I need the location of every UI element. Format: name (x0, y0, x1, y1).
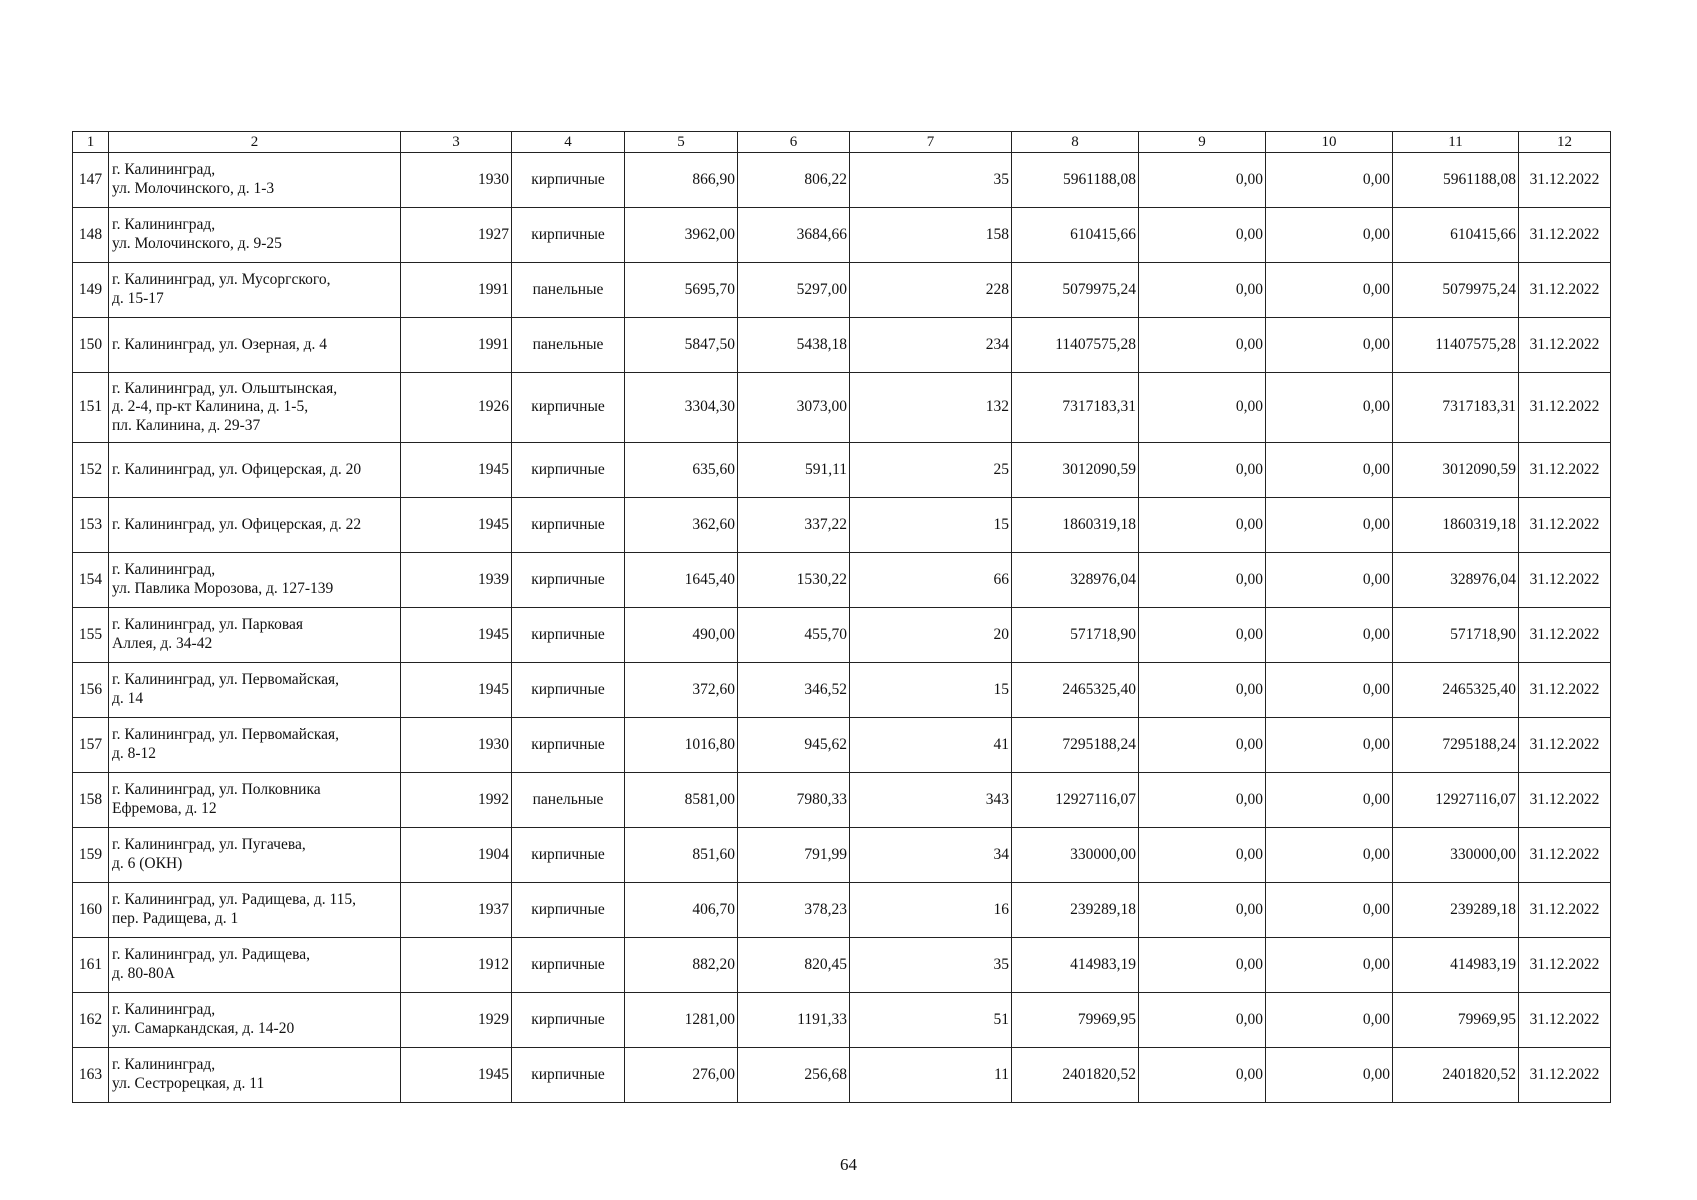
row-number-cell: 163 (73, 1048, 109, 1103)
year-built-cell: 1945 (401, 443, 512, 498)
total-area-cell: 866,90 (625, 153, 738, 208)
residents-count-cell: 41 (850, 718, 1012, 773)
year-built-cell: 1939 (401, 553, 512, 608)
fund-cost-cell: 0,00 (1139, 718, 1266, 773)
year-built-cell: 1904 (401, 828, 512, 883)
column-header-7: 7 (850, 132, 1012, 153)
wall-material-cell: панельные (512, 773, 625, 828)
residents-count-cell: 234 (850, 318, 1012, 373)
deadline-cell: 31.12.2022 (1519, 608, 1611, 663)
row-number-cell: 157 (73, 718, 109, 773)
deadline-cell: 31.12.2022 (1519, 718, 1611, 773)
row-number-cell: 149 (73, 263, 109, 318)
owners-cost-cell: 11407575,28 (1393, 318, 1519, 373)
owners-cost-cell: 7295188,24 (1393, 718, 1519, 773)
address-cell: г. Калининград, ул. Павлика Морозова, д. 127-139 (109, 553, 401, 608)
year-built-cell: 1991 (401, 263, 512, 318)
year-built-cell: 1930 (401, 718, 512, 773)
total-cost-cell: 5961188,08 (1012, 153, 1139, 208)
living-area-cell: 945,62 (738, 718, 850, 773)
column-header-1: 1 (73, 132, 109, 153)
column-header-8: 8 (1012, 132, 1139, 153)
total-cost-cell: 3012090,59 (1012, 443, 1139, 498)
fund-cost-cell: 0,00 (1139, 663, 1266, 718)
row-number-cell: 156 (73, 663, 109, 718)
budget-cost-cell: 0,00 (1266, 1048, 1393, 1103)
total-cost-cell: 2465325,40 (1012, 663, 1139, 718)
total-area-cell: 3304,30 (625, 373, 738, 443)
wall-material-cell: кирпичные (512, 608, 625, 663)
year-built-cell: 1937 (401, 883, 512, 938)
table-row (73, 1048, 1611, 1103)
total-area-cell: 1016,80 (625, 718, 738, 773)
year-built-cell: 1930 (401, 153, 512, 208)
living-area-cell: 791,99 (738, 828, 850, 883)
living-area-cell: 3073,00 (738, 373, 850, 443)
total-area-cell: 490,00 (625, 608, 738, 663)
data-table-wrapper (72, 131, 1610, 1103)
living-area-cell: 806,22 (738, 153, 850, 208)
fund-cost-cell: 0,00 (1139, 553, 1266, 608)
wall-material-cell: панельные (512, 263, 625, 318)
deadline-cell: 31.12.2022 (1519, 208, 1611, 263)
total-area-cell: 362,60 (625, 498, 738, 553)
wall-material-cell: кирпичные (512, 938, 625, 993)
address-cell: г. Калининград, ул. Радищева, д. 80-80А (109, 938, 401, 993)
fund-cost-cell: 0,00 (1139, 828, 1266, 883)
fund-cost-cell: 0,00 (1139, 498, 1266, 553)
column-header-4: 4 (512, 132, 625, 153)
budget-cost-cell: 0,00 (1266, 883, 1393, 938)
fund-cost-cell: 0,00 (1139, 938, 1266, 993)
year-built-cell: 1929 (401, 993, 512, 1048)
fund-cost-cell: 0,00 (1139, 993, 1266, 1048)
owners-cost-cell: 571718,90 (1393, 608, 1519, 663)
address-cell: г. Калининград, ул. Офицерская, д. 22 (109, 498, 401, 553)
residents-count-cell: 66 (850, 553, 1012, 608)
total-area-cell: 8581,00 (625, 773, 738, 828)
year-built-cell: 1991 (401, 318, 512, 373)
row-number-cell: 151 (73, 373, 109, 443)
total-area-cell: 3962,00 (625, 208, 738, 263)
year-built-cell: 1945 (401, 1048, 512, 1103)
owners-cost-cell: 12927116,07 (1393, 773, 1519, 828)
table-row (73, 718, 1611, 773)
table-row (73, 938, 1611, 993)
table-row (73, 263, 1611, 318)
deadline-cell: 31.12.2022 (1519, 263, 1611, 318)
address-cell: г. Калининград, ул. Офицерская, д. 20 (109, 443, 401, 498)
table-row (73, 993, 1611, 1048)
living-area-cell: 346,52 (738, 663, 850, 718)
budget-cost-cell: 0,00 (1266, 318, 1393, 373)
owners-cost-cell: 2401820,52 (1393, 1048, 1519, 1103)
address-cell: г. Калининград, ул. Ольштынская, д. 2-4, пр-кт Калинина, д. 1-5, пл. Калинина, д. 29-37 (109, 373, 401, 443)
fund-cost-cell: 0,00 (1139, 208, 1266, 263)
address-cell: г. Калининград, ул. Парковая Аллея, д. 34-42 (109, 608, 401, 663)
fund-cost-cell: 0,00 (1139, 883, 1266, 938)
living-area-cell: 1191,33 (738, 993, 850, 1048)
column-header-6: 6 (738, 132, 850, 153)
wall-material-cell: панельные (512, 318, 625, 373)
row-number-cell: 147 (73, 153, 109, 208)
owners-cost-cell: 79969,95 (1393, 993, 1519, 1048)
address-cell: г. Калининград, ул. Первомайская, д. 14 (109, 663, 401, 718)
column-header-5: 5 (625, 132, 738, 153)
wall-material-cell: кирпичные (512, 663, 625, 718)
owners-cost-cell: 2465325,40 (1393, 663, 1519, 718)
year-built-cell: 1945 (401, 608, 512, 663)
address-cell: г. Калининград, ул. Первомайская, д. 8-12 (109, 718, 401, 773)
address-cell: г. Калининград, ул. Сестрорецкая, д. 11 (109, 1048, 401, 1103)
column-header-10: 10 (1266, 132, 1393, 153)
residents-count-cell: 35 (850, 153, 1012, 208)
table-header (73, 132, 1611, 153)
deadline-cell: 31.12.2022 (1519, 828, 1611, 883)
budget-cost-cell: 0,00 (1266, 718, 1393, 773)
total-area-cell: 276,00 (625, 1048, 738, 1103)
owners-cost-cell: 1860319,18 (1393, 498, 1519, 553)
total-cost-cell: 11407575,28 (1012, 318, 1139, 373)
fund-cost-cell: 0,00 (1139, 318, 1266, 373)
residents-count-cell: 132 (850, 373, 1012, 443)
residents-count-cell: 16 (850, 883, 1012, 938)
budget-cost-cell: 0,00 (1266, 663, 1393, 718)
row-number-cell: 162 (73, 993, 109, 1048)
year-built-cell: 1927 (401, 208, 512, 263)
year-built-cell: 1945 (401, 498, 512, 553)
total-cost-cell: 330000,00 (1012, 828, 1139, 883)
residents-count-cell: 228 (850, 263, 1012, 318)
table-row (73, 373, 1611, 443)
total-area-cell: 406,70 (625, 883, 738, 938)
address-cell: г. Калининград, ул. Молочинского, д. 9-25 (109, 208, 401, 263)
fund-cost-cell: 0,00 (1139, 263, 1266, 318)
living-area-cell: 1530,22 (738, 553, 850, 608)
total-cost-cell: 571718,90 (1012, 608, 1139, 663)
wall-material-cell: кирпичные (512, 373, 625, 443)
address-cell: г. Калининград, ул. Радищева, д. 115, пер. Радищева, д. 1 (109, 883, 401, 938)
budget-cost-cell: 0,00 (1266, 263, 1393, 318)
budget-cost-cell: 0,00 (1266, 373, 1393, 443)
address-cell: г. Калининград, ул. Молочинского, д. 1-3 (109, 153, 401, 208)
table-row (73, 208, 1611, 263)
living-area-cell: 3684,66 (738, 208, 850, 263)
deadline-cell: 31.12.2022 (1519, 993, 1611, 1048)
address-cell: г. Калининград, ул. Озерная, д. 4 (109, 318, 401, 373)
deadline-cell: 31.12.2022 (1519, 1048, 1611, 1103)
total-cost-cell: 328976,04 (1012, 553, 1139, 608)
residents-count-cell: 343 (850, 773, 1012, 828)
table-body (73, 153, 1611, 1103)
table-row (73, 773, 1611, 828)
total-cost-cell: 239289,18 (1012, 883, 1139, 938)
total-cost-cell: 79969,95 (1012, 993, 1139, 1048)
deadline-cell: 31.12.2022 (1519, 373, 1611, 443)
living-area-cell: 5438,18 (738, 318, 850, 373)
year-built-cell: 1992 (401, 773, 512, 828)
living-area-cell: 455,70 (738, 608, 850, 663)
total-area-cell: 1281,00 (625, 993, 738, 1048)
deadline-cell: 31.12.2022 (1519, 663, 1611, 718)
total-cost-cell: 7317183,31 (1012, 373, 1139, 443)
residents-count-cell: 34 (850, 828, 1012, 883)
table-row (73, 443, 1611, 498)
column-header-12: 12 (1519, 132, 1611, 153)
living-area-cell: 256,68 (738, 1048, 850, 1103)
budget-cost-cell: 0,00 (1266, 553, 1393, 608)
budget-cost-cell: 0,00 (1266, 208, 1393, 263)
column-header-9: 9 (1139, 132, 1266, 153)
wall-material-cell: кирпичные (512, 718, 625, 773)
living-area-cell: 7980,33 (738, 773, 850, 828)
wall-material-cell: кирпичные (512, 993, 625, 1048)
budget-cost-cell: 0,00 (1266, 993, 1393, 1048)
total-cost-cell: 12927116,07 (1012, 773, 1139, 828)
deadline-cell: 31.12.2022 (1519, 773, 1611, 828)
deadline-cell: 31.12.2022 (1519, 498, 1611, 553)
total-cost-cell: 1860319,18 (1012, 498, 1139, 553)
total-cost-cell: 7295188,24 (1012, 718, 1139, 773)
owners-cost-cell: 7317183,31 (1393, 373, 1519, 443)
row-number-cell: 153 (73, 498, 109, 553)
deadline-cell: 31.12.2022 (1519, 938, 1611, 993)
table-row (73, 318, 1611, 373)
wall-material-cell: кирпичные (512, 828, 625, 883)
wall-material-cell: кирпичные (512, 498, 625, 553)
table-row (73, 553, 1611, 608)
total-area-cell: 635,60 (625, 443, 738, 498)
residents-count-cell: 158 (850, 208, 1012, 263)
row-number-cell: 148 (73, 208, 109, 263)
year-built-cell: 1912 (401, 938, 512, 993)
residents-count-cell: 15 (850, 663, 1012, 718)
column-header-2: 2 (109, 132, 401, 153)
budget-cost-cell: 0,00 (1266, 153, 1393, 208)
budget-cost-cell: 0,00 (1266, 828, 1393, 883)
living-area-cell: 337,22 (738, 498, 850, 553)
table-row (73, 153, 1611, 208)
owners-cost-cell: 414983,19 (1393, 938, 1519, 993)
residents-count-cell: 20 (850, 608, 1012, 663)
residents-count-cell: 25 (850, 443, 1012, 498)
wall-material-cell: кирпичные (512, 883, 625, 938)
column-header-11: 11 (1393, 132, 1519, 153)
address-cell: г. Калининград, ул. Самаркандская, д. 14-20 (109, 993, 401, 1048)
deadline-cell: 31.12.2022 (1519, 553, 1611, 608)
row-number-cell: 150 (73, 318, 109, 373)
deadline-cell: 31.12.2022 (1519, 153, 1611, 208)
owners-cost-cell: 239289,18 (1393, 883, 1519, 938)
table-row (73, 883, 1611, 938)
header-row (73, 132, 1611, 153)
wall-material-cell: кирпичные (512, 1048, 625, 1103)
fund-cost-cell: 0,00 (1139, 1048, 1266, 1103)
deadline-cell: 31.12.2022 (1519, 318, 1611, 373)
residents-count-cell: 35 (850, 938, 1012, 993)
budget-cost-cell: 0,00 (1266, 608, 1393, 663)
owners-cost-cell: 5079975,24 (1393, 263, 1519, 318)
wall-material-cell: кирпичные (512, 208, 625, 263)
budget-cost-cell: 0,00 (1266, 498, 1393, 553)
column-header-3: 3 (401, 132, 512, 153)
total-area-cell: 851,60 (625, 828, 738, 883)
row-number-cell: 159 (73, 828, 109, 883)
row-number-cell: 152 (73, 443, 109, 498)
residents-count-cell: 51 (850, 993, 1012, 1048)
address-cell: г. Калининград, ул. Мусоргского, д. 15-17 (109, 263, 401, 318)
fund-cost-cell: 0,00 (1139, 773, 1266, 828)
residents-count-cell: 11 (850, 1048, 1012, 1103)
total-area-cell: 1645,40 (625, 553, 738, 608)
owners-cost-cell: 330000,00 (1393, 828, 1519, 883)
wall-material-cell: кирпичные (512, 553, 625, 608)
wall-material-cell: кирпичные (512, 153, 625, 208)
page-number: 64 (840, 1155, 857, 1174)
total-cost-cell: 610415,66 (1012, 208, 1139, 263)
row-number-cell: 155 (73, 608, 109, 663)
total-area-cell: 5695,70 (625, 263, 738, 318)
budget-cost-cell: 0,00 (1266, 773, 1393, 828)
table-row (73, 608, 1611, 663)
budget-cost-cell: 0,00 (1266, 938, 1393, 993)
wall-material-cell: кирпичные (512, 443, 625, 498)
living-area-cell: 591,11 (738, 443, 850, 498)
total-area-cell: 882,20 (625, 938, 738, 993)
address-cell: г. Калининград, ул. Пугачева, д. 6 (ОКН) (109, 828, 401, 883)
year-built-cell: 1945 (401, 663, 512, 718)
row-number-cell: 160 (73, 883, 109, 938)
living-area-cell: 378,23 (738, 883, 850, 938)
living-area-cell: 5297,00 (738, 263, 850, 318)
row-number-cell: 154 (73, 553, 109, 608)
total-area-cell: 372,60 (625, 663, 738, 718)
deadline-cell: 31.12.2022 (1519, 443, 1611, 498)
total-cost-cell: 5079975,24 (1012, 263, 1139, 318)
fund-cost-cell: 0,00 (1139, 153, 1266, 208)
residents-count-cell: 15 (850, 498, 1012, 553)
table-row (73, 498, 1611, 553)
deadline-cell: 31.12.2022 (1519, 883, 1611, 938)
owners-cost-cell: 5961188,08 (1393, 153, 1519, 208)
owners-cost-cell: 610415,66 (1393, 208, 1519, 263)
living-area-cell: 820,45 (738, 938, 850, 993)
owners-cost-cell: 3012090,59 (1393, 443, 1519, 498)
address-cell: г. Калининград, ул. Полковника Ефремова, д. 12 (109, 773, 401, 828)
table-row (73, 828, 1611, 883)
fund-cost-cell: 0,00 (1139, 608, 1266, 663)
budget-cost-cell: 0,00 (1266, 443, 1393, 498)
total-cost-cell: 2401820,52 (1012, 1048, 1139, 1103)
fund-cost-cell: 0,00 (1139, 373, 1266, 443)
year-built-cell: 1926 (401, 373, 512, 443)
total-area-cell: 5847,50 (625, 318, 738, 373)
housing-table (72, 131, 1611, 1103)
owners-cost-cell: 328976,04 (1393, 553, 1519, 608)
fund-cost-cell: 0,00 (1139, 443, 1266, 498)
total-cost-cell: 414983,19 (1012, 938, 1139, 993)
table-row (73, 663, 1611, 718)
row-number-cell: 161 (73, 938, 109, 993)
row-number-cell: 158 (73, 773, 109, 828)
